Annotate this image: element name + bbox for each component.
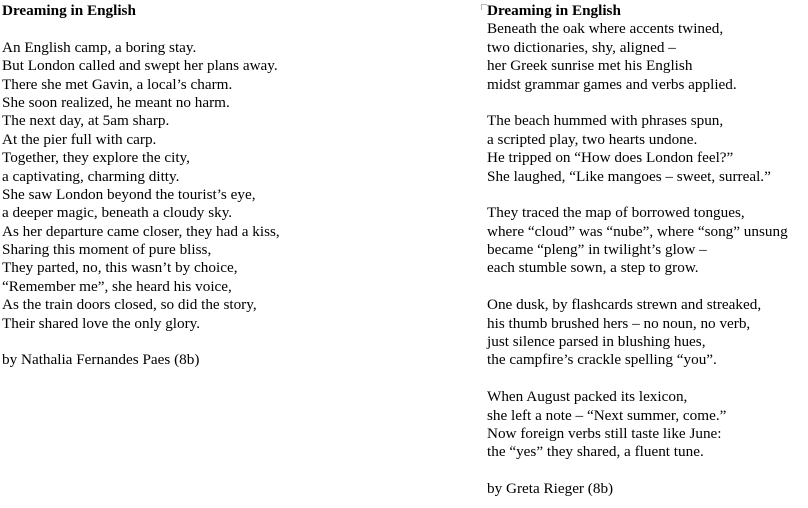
poem-line: she left a note – “Next summer, come.”	[487, 406, 727, 424]
poem-line: the “yes” they shared, a fluent tune.	[487, 443, 704, 461]
poem-left	[2, 2, 472, 370]
poem-line: As her departure came closer, they had a kiss,	[2, 222, 280, 240]
blank-line	[2, 333, 472, 351]
blank-line	[487, 370, 808, 388]
poem-line: “Remember me”, she heard his voice,	[2, 277, 232, 295]
blank-line	[2, 20, 472, 38]
poem-line: Their shared love the only glory.	[2, 314, 201, 332]
poem-line: a deeper magic, beneath a cloudy sky.	[2, 204, 233, 222]
poem-title: Dreaming in English	[2, 2, 136, 19]
poem-line: At the pier full with carp.	[2, 130, 157, 148]
poem-line: midst grammar games and verbs applied.	[487, 75, 737, 93]
poem-line: As the train doors closed, so did the story,	[2, 296, 257, 314]
poem-line: He tripped on “How does London feel?”	[487, 149, 734, 167]
poem-line: his thumb brushed hers – no noun, no verb,	[487, 314, 751, 332]
poem-line: two dictionaries, shy, aligned –	[487, 38, 676, 56]
poem-author: by Greta Rieger (8b)	[487, 480, 614, 498]
poem-line: Together, they explore the city,	[2, 149, 190, 167]
poem-line: Beneath the oak where accents twined,	[487, 20, 724, 38]
blank-line	[487, 278, 808, 296]
poem-line: She laughed, “Like mangoes – sweet, surreal.”	[487, 167, 771, 185]
poem-right	[487, 2, 808, 499]
poem-line: The beach hummed with phrases spun,	[487, 112, 724, 130]
poem-line: each stumble sown, a step to grow.	[487, 259, 699, 277]
blank-line	[487, 462, 808, 480]
poem-line: Sharing this moment of pure bliss,	[2, 241, 212, 259]
poem-line: She saw London beyond the tourist’s eye,	[2, 185, 256, 203]
poem-line: When August packed its lexicon,	[487, 388, 688, 406]
poem-line: where “cloud” was “nube”, where “song” unsung	[487, 222, 788, 240]
poem-line: There she met Gavin, a local’s charm.	[2, 75, 233, 93]
poem-title: Dreaming in English	[487, 2, 621, 19]
poem-line: became “pleng” in twilight’s glow –	[487, 241, 707, 259]
poem-line: her Greek sunrise met his English	[487, 57, 693, 75]
poem-line: just silence parsed in blushing hues,	[487, 333, 706, 351]
poem-line: Now foreign verbs still taste like June:	[487, 424, 722, 442]
blank-line	[487, 94, 808, 112]
poem-line: the campfire’s crackle spelling “you”.	[487, 351, 717, 369]
poem-author: by Nathalia Fernandes Paes (8b)	[2, 351, 200, 369]
poem-line: They parted, no, this wasn’t by choice,	[2, 259, 238, 277]
blank-line	[487, 186, 808, 204]
poem-line: The next day, at 5am sharp.	[2, 112, 170, 130]
poem-line: a captivating, charming ditty.	[2, 167, 180, 185]
poem-line: a scripted play, two hearts undone.	[487, 130, 698, 148]
poem-line: She soon realized, he meant no harm.	[2, 93, 230, 111]
poem-line: One dusk, by flashcards strewn and streaked,	[487, 296, 762, 314]
poem-line: They traced the map of borrowed tongues,	[487, 204, 745, 222]
poem-line: An English camp, a boring stay.	[2, 38, 197, 56]
poem-line: But London called and swept her plans away.	[2, 57, 278, 75]
